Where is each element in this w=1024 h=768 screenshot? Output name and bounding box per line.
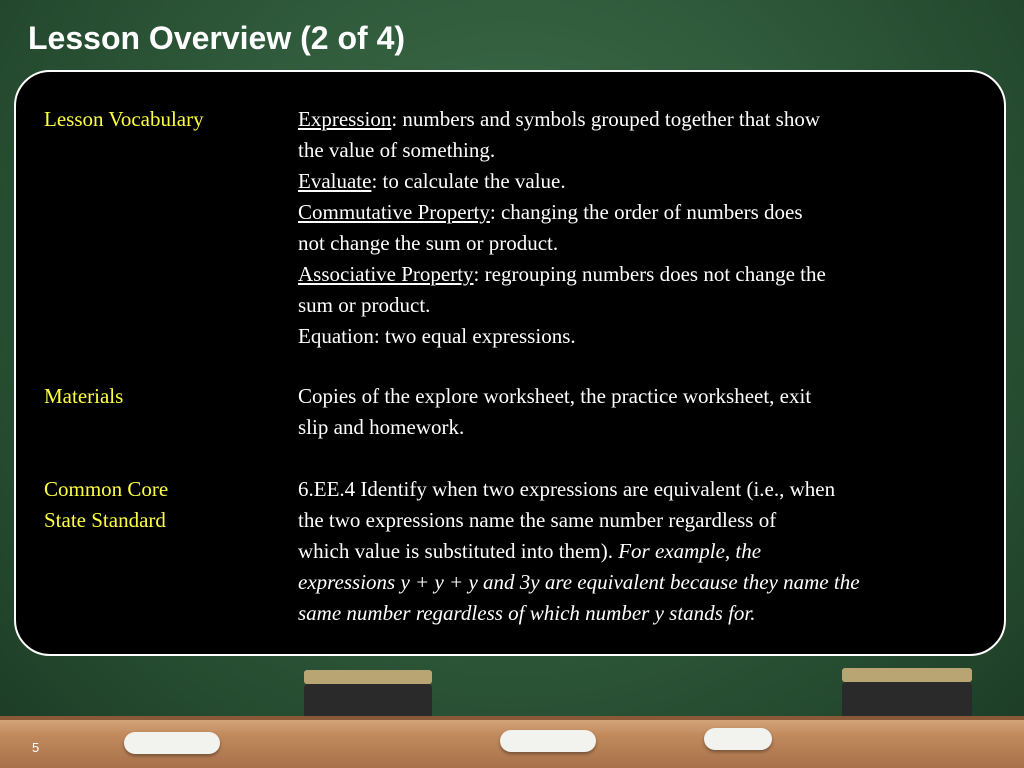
materials-line: Copies of the explore worksheet, the practice worksheet, exit (298, 384, 812, 408)
eraser (304, 684, 432, 720)
standard-example: For example, the (618, 539, 762, 563)
definition-expression: : numbers and symbols grouped together that show (391, 107, 821, 131)
standard-line: which value is substituted into them). (298, 539, 619, 563)
standard-example: expressions y + y + y and 3y are equivalent because they name the (298, 570, 860, 594)
eraser-top (842, 668, 972, 682)
definition-expression-cont: the value of something. (298, 138, 496, 162)
term-evaluate: Evaluate (298, 169, 372, 193)
standard-line: 6.EE.4 Identify when two expressions are equivalent (i.e., when (298, 477, 836, 501)
term-commutative-property: Commutative Property (298, 200, 490, 224)
term-expression: Expression (298, 107, 392, 131)
definition-commutative-property: : changing the order of numbers does (489, 200, 803, 224)
eraser (842, 682, 972, 718)
chalk-piece (124, 732, 220, 754)
standard-example: same number regardless of which number y stands for. (298, 601, 756, 625)
standard-label-line: Common Core (44, 477, 169, 501)
definition-evaluate: : to calculate the value. (371, 169, 566, 193)
term-associative-property: Associative Property (298, 262, 474, 286)
materials-label: Materials (44, 384, 124, 408)
vocabulary-label: Lesson Vocabulary (44, 107, 204, 131)
vocabulary-definitions (298, 104, 998, 352)
standard-line: the two expressions name the same number regardless of (298, 508, 777, 532)
materials-text (298, 381, 998, 443)
definition-associative-property: : regrouping numbers does not change the (473, 262, 826, 286)
definition-commutative-property-cont: not change the sum or product. (298, 231, 559, 255)
chalk-piece (500, 730, 596, 752)
standard-label (44, 474, 294, 536)
definition-associative-property-cont: sum or product. (298, 293, 431, 317)
materials-line: slip and homework. (298, 415, 465, 439)
overview-panel (14, 70, 1006, 656)
slide-title: Lesson Overview (2 of 4) (28, 20, 406, 56)
chalk-piece (704, 728, 772, 750)
definition-equation: Equation: two equal expressions. (298, 324, 576, 348)
standard-label-line: State Standard (44, 508, 166, 532)
eraser-top (304, 670, 432, 684)
page-number: 5 (32, 740, 40, 755)
standard-text (298, 474, 998, 629)
